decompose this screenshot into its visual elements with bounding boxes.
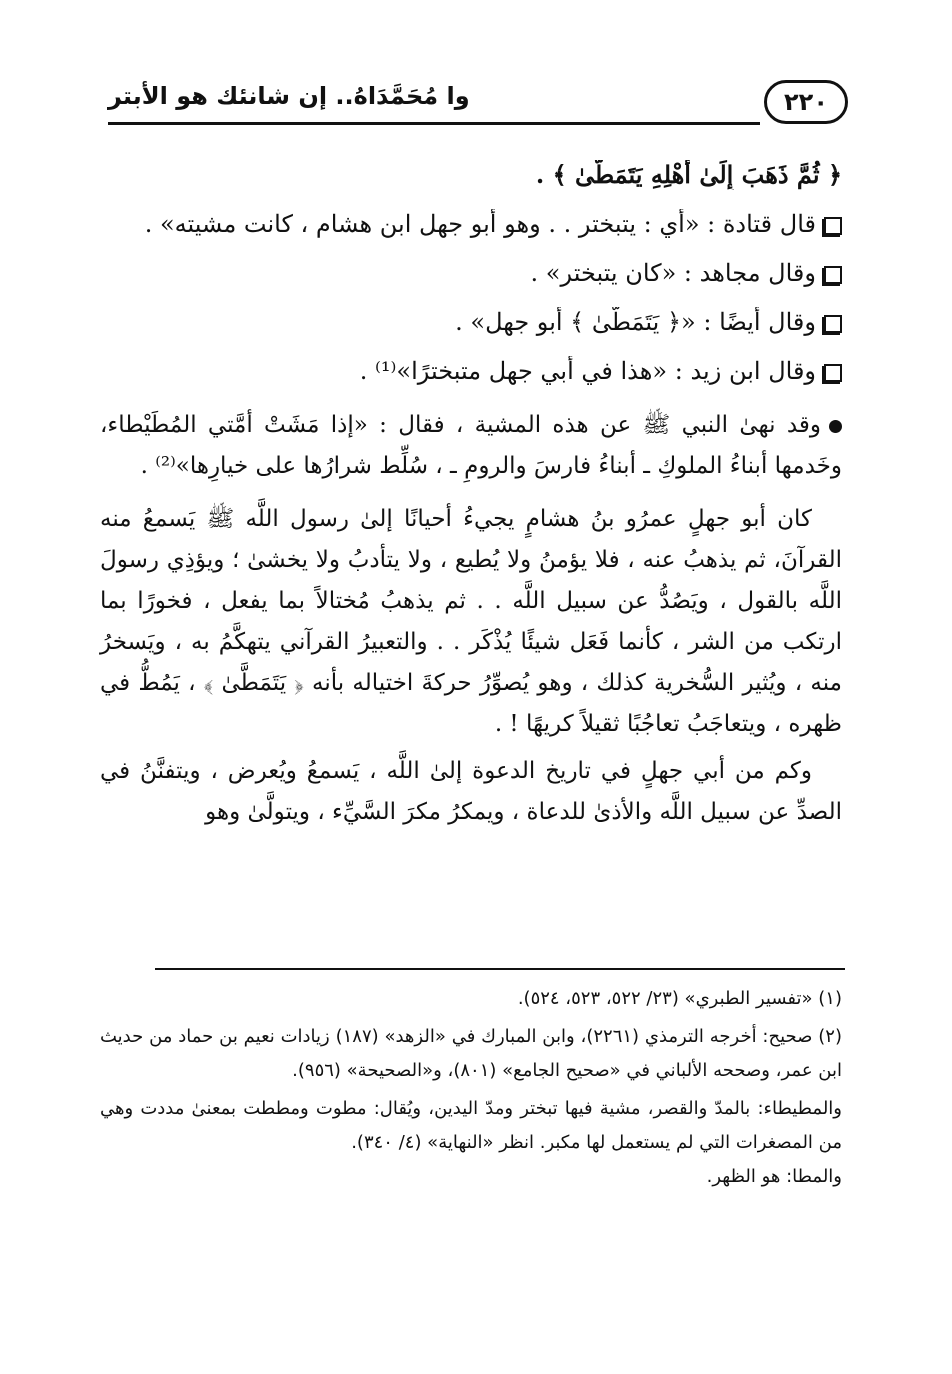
body-paragraph: كان أبو جهلٍ عمرُو بنُ هشامٍ يجيءُ أحيانًا إلىٰ رسول اللَّه ﷺ يَسمعُ منه القرآنَ، ثم يذهبُ عنه ، فلا يؤمنُ ولا يُطيع ، ولا يتأدبُ ولا يخشىٰ ؛ ويؤذِي رسولَ اللَّه بالقول ، ويَصُدُّ عن سبيل اللَّه . . ثم يذهبُ مُختالاً بما يفعل ، فخورًا بما ارتكب من الشر ، كأنما فَعَل شيئًا يُذْكَر . . والتعبيرُ القرآني يتهكَّمُ به ، ويَسخرُ منه ، ويُثير السُّخرية كذلك ، وهو يُصوِّرُ حركةَ اختياله بأنه ﴿ يَتَمَطَّىٰ ﴾ ، يَمُطُّ في ظهره ، ويتعاجَبُ تعاجُبًا ثقيلاً كريهًا ! .: [100, 506, 842, 737]
quote-item: [100, 356, 842, 386]
quote-text: وقال ابن زيد : «هذا في أبي جهل متبخترًا»⁽¹⁾ .: [359, 357, 816, 385]
main-text: [100, 160, 842, 833]
quote-item: [100, 209, 842, 239]
hadith-text: وقد نهىٰ النبي ﷺ عن هذه المشية ، فقال : «إذا مَشَتْ أمَّتي المُطَيْطاء، وخَدمها أبناءُ الملوكِ ـ أبناءُ فارسَ والرومِ ـ ، سُلِّط شرارُها على خيارِها»⁽²⁾ .: [100, 412, 842, 479]
round-bullet-icon: [829, 420, 842, 433]
running-title: وا مُحَمَّدَاهُ.. إن شانئك هو الأبتر: [108, 82, 470, 110]
quote-item: [100, 258, 842, 288]
page-header: [108, 80, 848, 140]
square-bullet-icon: [824, 266, 842, 284]
square-bullet-icon: [824, 364, 842, 382]
body-paragraph: وكم من أبي جهلٍ في تاريخ الدعوة إلىٰ اللَّه ، يَسمعُ ويُعرض ، ويتفنَّنُ في الصدِّ عن سبيل اللَّه والأذىٰ للدعاة ، ويمكرُ مكرَ السَّيِّء ، ويتولَّىٰ وهو: [100, 758, 842, 825]
square-bullet-icon: [824, 315, 842, 333]
quote-text: وقال أيضًا : «﴿ يَتَمَطَّىٰ ﴾ أبو جهل» .: [455, 308, 816, 336]
square-bullet-icon: [824, 217, 842, 235]
hadith-paragraph: [100, 405, 842, 487]
footnote-gloss-2: والمطا: هو الظهر.: [706, 1166, 842, 1187]
quran-verse: ﴿ ثُمَّ ذَهَبَ إِلَىٰ أَهْلِهِ يَتَمَطَّىٰ ﴾ .: [535, 160, 842, 189]
footnote-gloss: والمطيطاء: بالمدّ والقصر، مشية فيها تبختر ومدّ اليدين، ويُقال: مطوت ومططت بمعنىٰ مددت وهي من المصغرات التي لم يستعمل لها مكبر. انظر «النهاية» (٤/ ٣٤٠).: [100, 1098, 842, 1153]
footnote-1: (١) «تفسير الطبري» (٢٣/ ٥٢٢، ٥٢٣، ٥٢٤).: [517, 988, 842, 1009]
footnote-separator: [155, 968, 845, 970]
footnote-2: (٢) صحيح: أخرجه الترمذي (٢٢٦١)، وابن المبارك في «الزهد» (١٨٧) زيادات نعيم بن حماد من حديث ابن عمر، وصححه الألباني في «صحيح الجامع» (٨٠١)، و«الصحيحة» (٩٥٦).: [100, 1026, 842, 1081]
quote-text: قال قتادة : «أي : يتبختر . . وهو أبو جهل ابن هشام ، كانت مشيته» .: [144, 210, 816, 238]
page-number-badge: ٢٢٠: [764, 80, 848, 124]
quote-item: [100, 307, 842, 337]
quote-text: وقال مجاهد : «كان يتبختر» .: [530, 259, 816, 287]
footnotes: [100, 982, 842, 1194]
header-rule: [108, 122, 760, 125]
